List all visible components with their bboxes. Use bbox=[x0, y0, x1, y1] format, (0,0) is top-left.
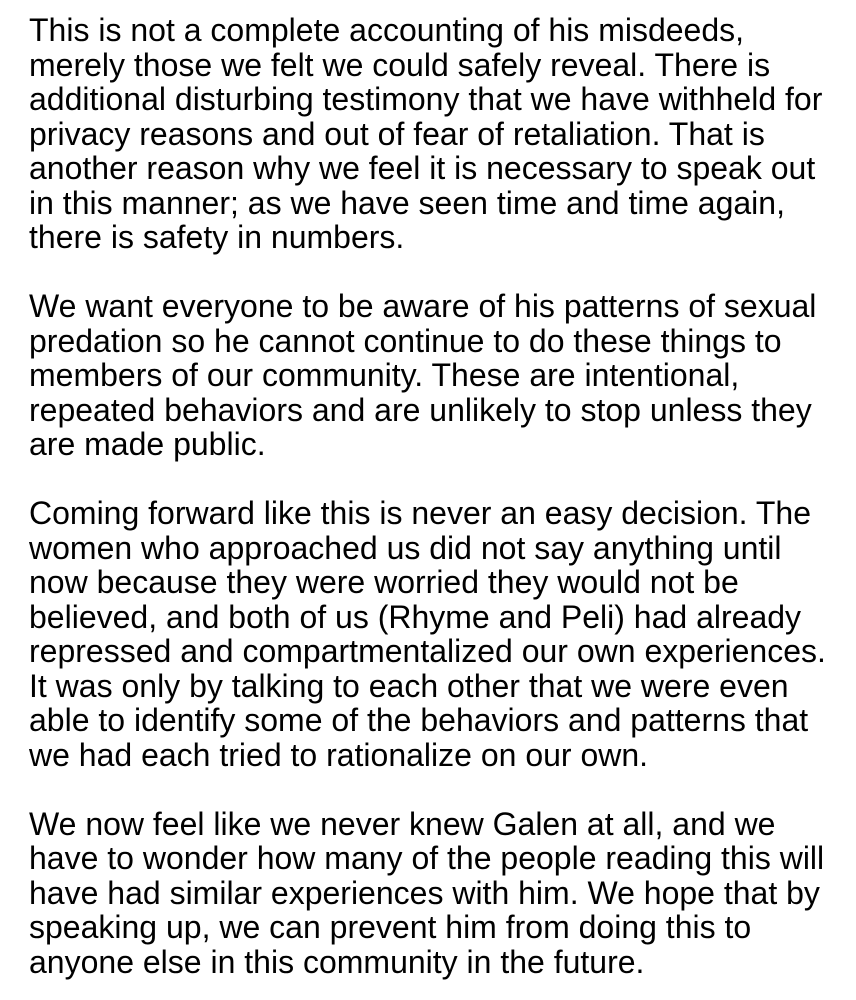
text-line: women who approached us did not say anything until bbox=[29, 529, 782, 566]
text-line: have had similar experiences with him. We hope that by bbox=[29, 874, 820, 911]
paragraph-3 bbox=[29, 496, 836, 772]
text-line: repressed and compartmentalized our own experiences. bbox=[29, 633, 826, 669]
text-line: predation so he cannot continue to do these things to bbox=[29, 322, 782, 359]
text-line: merely those we felt we could safely reveal. There is bbox=[29, 46, 771, 83]
paragraph-2 bbox=[29, 289, 836, 462]
text-line: have to wonder how many of the people reading this will bbox=[29, 840, 825, 876]
text-line: We want everyone to be aware of his patterns of sexual bbox=[29, 288, 817, 324]
text-line: in this manner; as we have seen time and time again, bbox=[29, 184, 785, 221]
paragraph-1 bbox=[29, 13, 836, 255]
text-line: It was only by talking to each other that we were even bbox=[29, 667, 789, 704]
text-line: additional disturbing testimony that we have withheld for bbox=[29, 81, 823, 117]
text-line: able to identify some of the behaviors and patterns that bbox=[29, 702, 809, 738]
text-line: now because they were worried they would not be bbox=[29, 564, 739, 600]
text-line: privacy reasons and out of fear of retaliation. That is bbox=[29, 115, 765, 152]
text-line: anyone else in this community in the future. bbox=[29, 943, 645, 980]
text-line: We now feel like we never knew Galen at all, and we bbox=[29, 805, 776, 842]
text-line: are made public. bbox=[29, 426, 266, 462]
text-line: members of our community. These are intentional, bbox=[29, 357, 740, 393]
text-line: repeated behaviors and are unlikely to stop unless they bbox=[29, 391, 812, 428]
text-line: This is not a complete accounting of his misdeeds, bbox=[29, 12, 745, 48]
text-line: believed, and both of us (Rhyme and Peli) had already bbox=[29, 598, 802, 635]
text-line: Coming forward like this is never an easy decision. The bbox=[29, 495, 811, 531]
text-line: speaking up, we can prevent him from doing this to bbox=[29, 909, 752, 945]
paragraph-4 bbox=[29, 807, 836, 980]
text-line: another reason why we feel it is necessary to speak out bbox=[29, 150, 816, 186]
text-line: there is safety in numbers. bbox=[29, 219, 405, 255]
text-line: we had each tried to rationalize on our own. bbox=[29, 736, 649, 773]
